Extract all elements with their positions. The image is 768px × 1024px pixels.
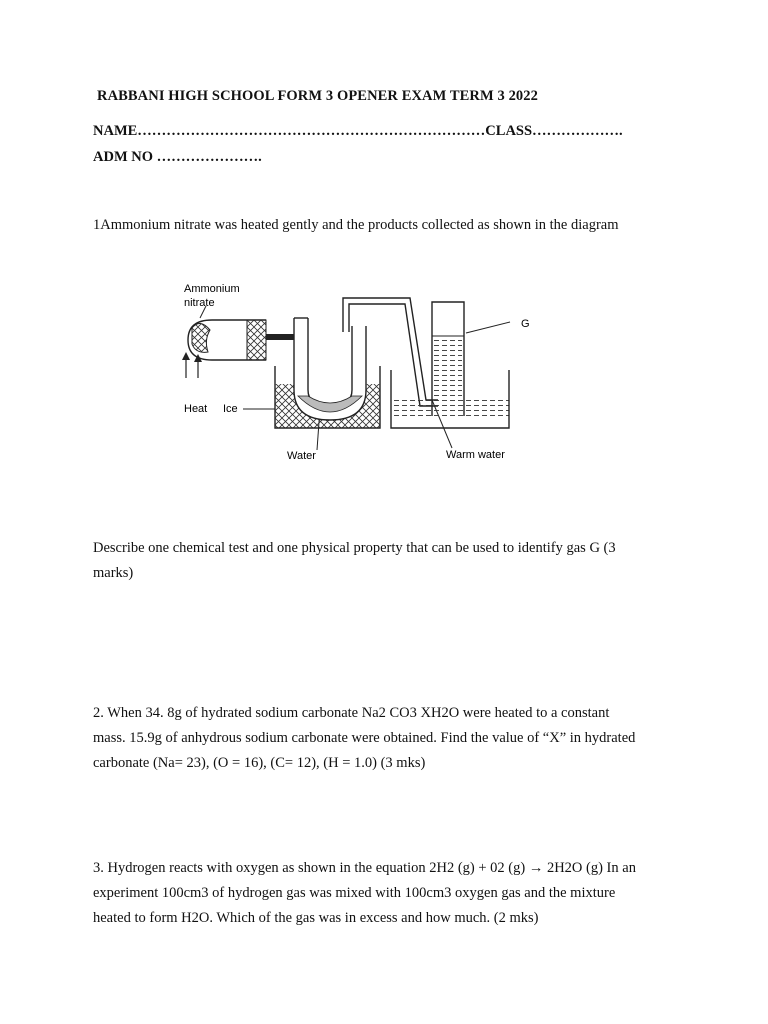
u-tube	[294, 318, 366, 420]
question-2-line-1: 2. When 34. 8g of hydrated sodium carbonate Na2 CO3 XH2O were heated to a constant	[93, 705, 610, 721]
question-1-line-2: marks)	[93, 565, 134, 581]
question-3-line-1: 3. Hydrogen reacts with oxygen as shown in the equation 2H2 (g) + 02 (g) → 2H2O (g) In an	[93, 860, 636, 876]
question-3-text	[93, 856, 683, 931]
question-2-text	[93, 701, 683, 776]
heat-arrows	[182, 352, 202, 378]
label-heat: Heat	[184, 403, 208, 415]
label-warm-water: Warm water	[446, 449, 505, 461]
question-2-line-3: carbonate (Na= 23), (O = 16), (C= 12), (H = 1.0) (3 mks)	[93, 755, 426, 771]
label-g: G	[521, 318, 530, 330]
heated-test-tube	[188, 320, 308, 360]
page-title: RABBANI HIGH SCHOOL FORM 3 OPENER EXAM TERM 3 2022	[97, 88, 538, 104]
question-3-line-2: experiment 100cm3 of hydrogen gas was mixed with 100cm3 oxygen gas and the mixture	[93, 885, 616, 901]
adm-no-line: ADM NO ………………….	[93, 149, 262, 165]
question-1-line-1: Describe one chemical test and one physical property that can be used to identify gas G (3	[93, 540, 616, 556]
label-nitrate: nitrate	[184, 297, 215, 309]
gas-jar	[432, 302, 464, 416]
label-water: Water	[287, 450, 316, 462]
question-1-intro-text: 1Ammonium nitrate was heated gently and the products collected as shown in the diagram	[93, 217, 619, 233]
question-3-line-3: heated to form H2O. Which of the gas was in excess and how much. (2 mks)	[93, 910, 539, 926]
apparatus-diagram	[170, 278, 530, 468]
label-ammonium: Ammonium	[184, 283, 240, 295]
question-2-line-2: mass. 15.9g of anhydrous sodium carbonate were obtained. Find the value of “X” in hydrated	[93, 730, 636, 746]
question-1-text	[93, 536, 683, 586]
label-ice: Ice	[223, 403, 238, 415]
question-1-intro	[93, 213, 683, 238]
name-class-line: NAME………………………………………………………………CLASS……………….	[93, 123, 623, 139]
